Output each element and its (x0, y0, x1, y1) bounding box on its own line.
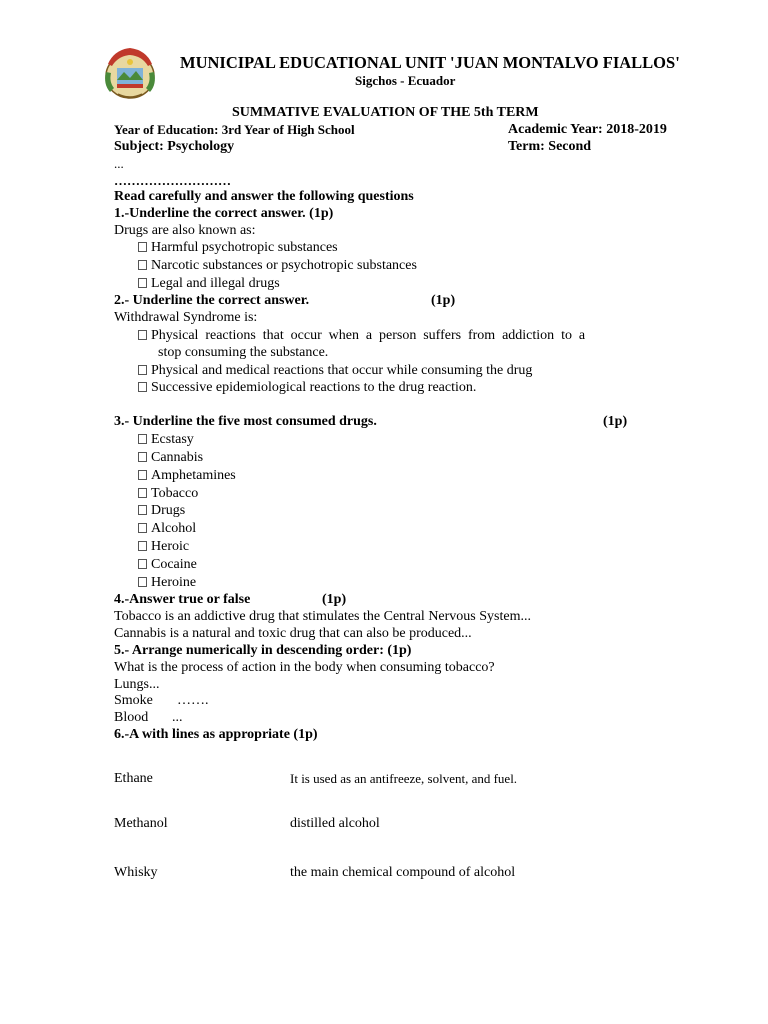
q3-option: Tobacco (138, 487, 198, 501)
q6-title: 6.-A with lines as appropriate (1p) (114, 727, 318, 742)
q2-title: 2.- Underline the correct answer. (114, 293, 310, 308)
q5-item-dots: ... (172, 710, 183, 725)
exam-title: SUMMATIVE EVALUATION OF THE 5th TERM (232, 105, 539, 120)
q5-title: 5.- Arrange numerically in descending order: (1p) (114, 643, 412, 658)
q1-option: Harmful psychotropic substances (138, 241, 338, 255)
academic-year: Academic Year: 2018-2019 (508, 122, 667, 137)
q3-option: Cocaine (138, 558, 197, 572)
q6-right-item: the main chemical compound of alcohol (290, 865, 516, 880)
checkbox-icon (138, 541, 147, 551)
checkbox-icon (138, 559, 147, 569)
q2-prompt: Withdrawal Syndrome is: (114, 310, 258, 325)
q6-right-item: distilled alcohol (290, 816, 380, 831)
q4-statement: Tobacco is an addictive drug that stimulates the Central Nervous System... (114, 609, 531, 624)
q6-left-item: Ethane (114, 771, 153, 786)
q1-prompt: Drugs are also known as: (114, 223, 256, 238)
checkbox-icon (138, 523, 147, 533)
q5-prompt: What is the process of action in the body when consuming tobacco? (114, 660, 495, 675)
school-seal-logo (100, 42, 160, 102)
q2-option: Physical and medical reactions that occur while consuming the drug (138, 364, 532, 378)
header-dots-line: ……………………… (114, 173, 231, 188)
q5-item: Lungs... (114, 677, 160, 692)
subject: Subject: Psychology (114, 139, 235, 154)
q2-option-continuation: stop consuming the substance. (158, 345, 329, 360)
q3-option: Cannabis (138, 451, 203, 465)
q3-option: Alcohol (138, 522, 196, 536)
q2-points: (1p) (431, 293, 456, 308)
school-name: MUNICIPAL EDUCATIONAL UNIT 'JUAN MONTALVO FIALLOS' (180, 53, 680, 72)
q6-right-item: It is used as an antifreeze, solvent, and fuel. (290, 771, 518, 786)
checkbox-icon (138, 434, 147, 444)
checkbox-icon (138, 488, 147, 498)
q1-title: 1.-Underline the correct answer. (1p) (114, 206, 334, 221)
q4-title: 4.-Answer true or false (114, 592, 251, 607)
checkbox-icon (138, 242, 147, 252)
q1-option: Legal and illegal drugs (138, 277, 280, 291)
q3-option: Heroine (138, 576, 196, 590)
q4-statement: Cannabis is a natural and toxic drug that can also be produced... (114, 626, 472, 641)
term: Term: Second (508, 139, 592, 154)
q6-left-item: Methanol (114, 816, 168, 831)
q3-option: Drugs (138, 504, 185, 518)
checkbox-icon (138, 365, 147, 375)
q6-left-item: Whisky (114, 865, 158, 880)
checkbox-icon (138, 260, 147, 270)
checkbox-icon (138, 577, 147, 587)
checkbox-icon (138, 330, 147, 340)
q3-title: 3.- Underline the five most consumed drugs. (114, 414, 377, 429)
school-location: Sigchos - Ecuador (355, 73, 456, 88)
checkbox-icon (138, 382, 147, 392)
q2-option: Physical reactions that occur when a person suffers from addiction to a (138, 329, 585, 343)
q5-item-dots: ……. (177, 693, 209, 708)
q4-points: (1p) (322, 592, 347, 607)
q3-option: Heroic (138, 540, 189, 554)
q3-points: (1p) (603, 414, 628, 429)
q3-option: Ecstasy (138, 433, 194, 447)
checkbox-icon (138, 452, 147, 462)
q5-item: Smoke (114, 693, 153, 708)
checkbox-icon (138, 278, 147, 288)
header-ellipsis: ... (114, 156, 124, 171)
year-of-education: Year of Education: 3rd Year of High School (114, 122, 355, 137)
instructions: Read carefully and answer the following questions (114, 189, 414, 204)
q1-option: Narcotic substances or psychotropic substances (138, 259, 417, 273)
q2-option: Successive epidemiological reactions to the drug reaction. (138, 381, 476, 395)
checkbox-icon (138, 505, 147, 515)
q3-option: Amphetamines (138, 469, 236, 483)
checkbox-icon (138, 470, 147, 480)
q5-item: Blood (114, 710, 149, 725)
